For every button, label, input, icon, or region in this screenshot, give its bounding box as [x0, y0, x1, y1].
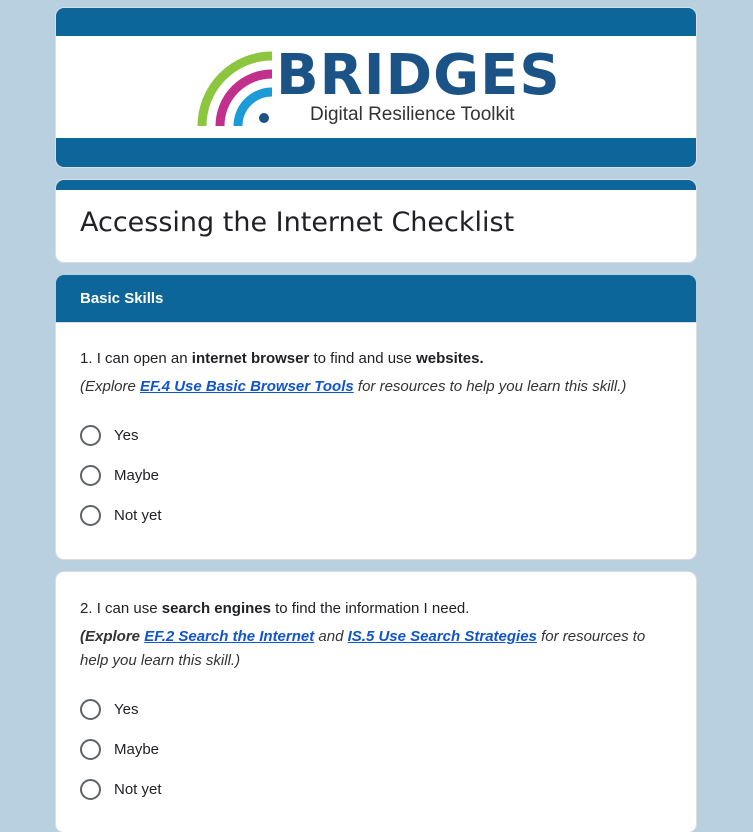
header-banner — [56, 8, 696, 167]
radio-button[interactable] — [80, 465, 101, 486]
option-maybe[interactable] — [80, 737, 159, 761]
question-bold-term: search engines — [161, 600, 271, 617]
question-bold-term: internet browser — [191, 350, 310, 367]
question-help-2 — [80, 625, 662, 673]
help-text: (Explore — [80, 628, 141, 645]
help-text: for resources to help you learn this skill.) — [357, 378, 627, 395]
radio-button[interactable] — [80, 505, 101, 526]
radio-button[interactable] — [80, 425, 101, 446]
question-number: 2. — [80, 600, 93, 617]
question-number: 1. — [80, 350, 93, 367]
option-maybe[interactable] — [80, 463, 159, 487]
help-text: (Explore — [80, 378, 136, 395]
question-help-1 — [80, 375, 662, 399]
logo-subtitle: Digital Resilience Toolkit — [310, 104, 515, 125]
radio-button[interactable] — [80, 779, 101, 800]
question-text-1 — [80, 347, 672, 371]
link-ef2-search-the-internet[interactable]: EF.2 Search the Internet — [144, 628, 315, 645]
help-text: for resources to help you learn this skill.) — [80, 628, 646, 669]
link-ef4-basic-browser-tools[interactable]: EF.4 Use Basic Browser Tools — [140, 378, 354, 395]
option-label: Maybe — [114, 466, 160, 484]
wifi-arcs-icon — [196, 50, 276, 130]
link-is5-use-search-strategies[interactable]: IS.5 Use Search Strategies — [347, 628, 537, 645]
question-card-2 — [56, 572, 696, 832]
question-text-2 — [80, 597, 672, 621]
option-label: Not yet — [114, 506, 162, 524]
question-bold-term: websites. — [416, 350, 484, 367]
question-text-part: I can use — [96, 600, 158, 617]
option-yes[interactable] — [80, 423, 138, 447]
logo-area — [56, 36, 696, 138]
help-text: and — [318, 628, 344, 645]
question-text-part: I can open an — [96, 350, 188, 367]
question-card-1 — [56, 323, 696, 559]
section-header — [56, 275, 696, 323]
question-text-part: to find the information I need. — [275, 600, 470, 617]
section-title: Basic Skills — [80, 290, 164, 307]
radio-button[interactable] — [80, 699, 101, 720]
form-title-card — [56, 180, 696, 262]
option-label: Yes — [114, 700, 139, 718]
option-label: Not yet — [114, 780, 162, 798]
option-label: Maybe — [114, 740, 160, 758]
form-title: Accessing the Internet Checklist — [80, 207, 515, 238]
option-not-yet[interactable] — [80, 777, 162, 801]
option-label: Yes — [114, 426, 139, 444]
title-accent-bar — [56, 180, 696, 190]
option-yes[interactable] — [80, 697, 138, 721]
logo-wordmark: BRIDGES — [276, 43, 561, 108]
question-text-part: to find and use — [313, 350, 412, 367]
option-not-yet[interactable] — [80, 503, 162, 527]
radio-button[interactable] — [80, 739, 101, 760]
